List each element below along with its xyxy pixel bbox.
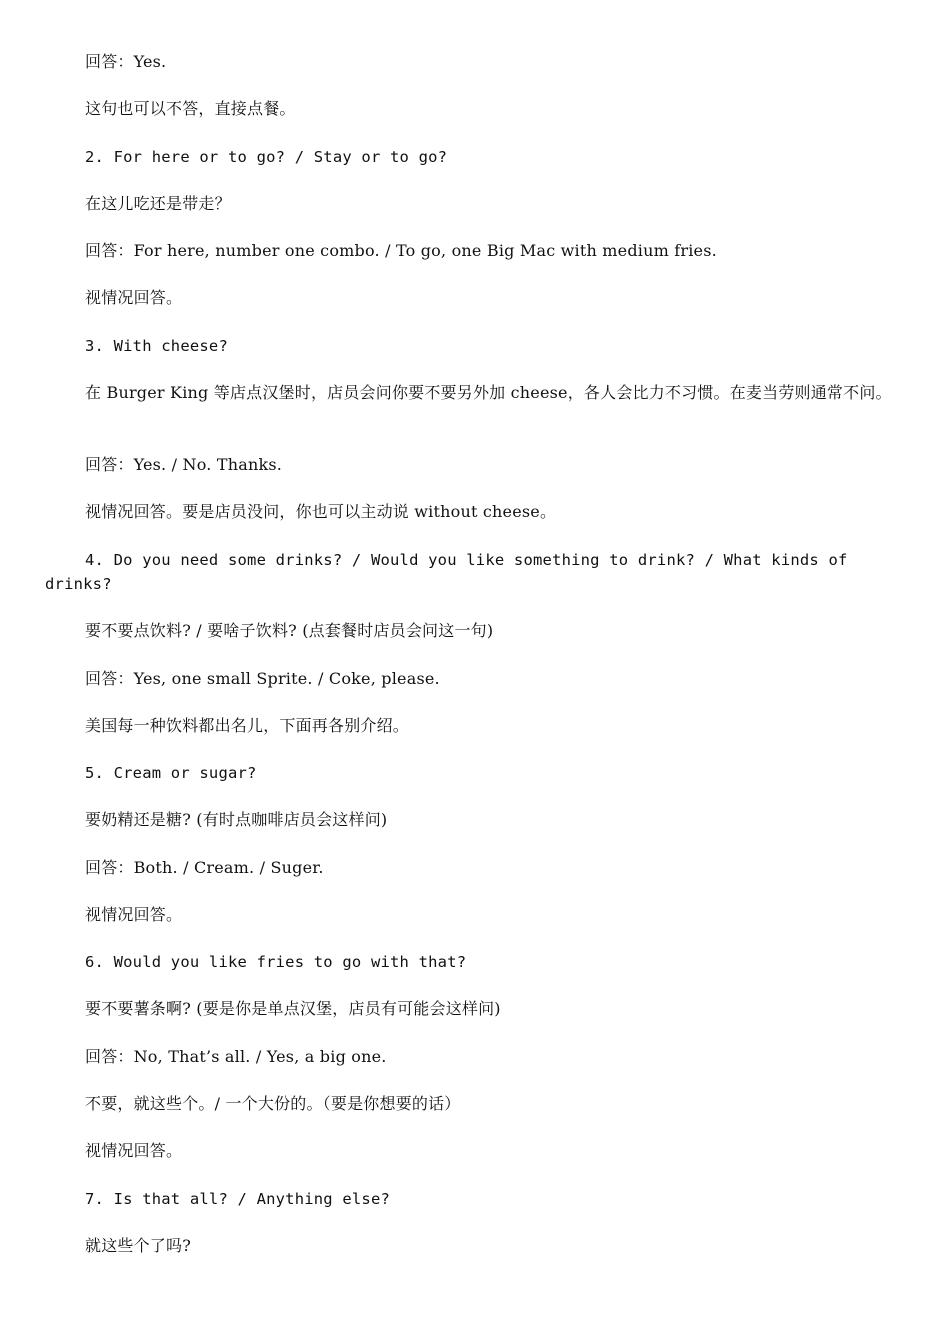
answer-5: 回答：Both. / Cream. / Suger.	[85, 858, 324, 877]
question-2-translation: 在这儿吃还是带走？	[85, 194, 231, 213]
question-5-translation: 要奶精还是糖? (有时点咖啡店员会这样问)	[85, 810, 388, 829]
question-7-translation: 就这些个了吗?	[85, 1236, 191, 1255]
answer-2: 回答：For here, number one combo. / To go, one Big Mac with medium fries.	[85, 241, 717, 260]
answer-yes-1: 回答：Yes.	[85, 52, 167, 71]
answer-6-translation: 不要，就这些个。/ 一个大份的。（要是你想要的话）	[85, 1094, 461, 1113]
question-6-translation: 要不要薯条啊? (要是你是单点汉堡，店员有可能会这样问)	[85, 999, 501, 1018]
question-3-heading: 3. With cheese?	[85, 337, 228, 355]
question-3-explanation: 在 Burger King 等店点汉堡时，店员会问你要不要另外加 cheese，各人会比力不习惯。在麦当劳则通常不问。	[85, 383, 892, 402]
answer-6-note: 视情况回答。	[85, 1141, 183, 1160]
question-4-translation: 要不要点饮料? / 要啥子饮料? (点套餐时店员会问这一句)	[85, 621, 494, 640]
question-7-heading: 7. Is that all? / Anything else?	[85, 1190, 391, 1208]
answer-2-note: 视情况回答。	[85, 288, 183, 307]
answer-3: 回答：Yes. / No. Thanks.	[85, 455, 283, 474]
answer-4-note: 美国每一种饮料都出名儿，下面再各别介绍。	[85, 716, 410, 735]
note-no-answer-needed: 这句也可以不答，直接点餐。	[85, 99, 296, 118]
answer-5-note: 视情况回答。	[85, 905, 183, 924]
question-5-heading: 5. Cream or sugar?	[85, 764, 257, 782]
answer-3-note: 视情况回答。要是店员没问，你也可以主动说 without cheese。	[85, 502, 557, 521]
answer-4: 回答：Yes, one small Sprite. / Coke, please.	[85, 669, 440, 688]
question-6-heading: 6. Would you like fries to go with that?	[85, 953, 467, 971]
question-2-heading: 2. For here or to go? / Stay or to go?	[85, 148, 448, 166]
answer-6: 回答：No, That’s all. / Yes, a big one.	[85, 1047, 387, 1066]
question-4-heading: 4. Do you need some drinks? / Would you like something to drink? / What kinds of drinks?	[45, 551, 858, 593]
